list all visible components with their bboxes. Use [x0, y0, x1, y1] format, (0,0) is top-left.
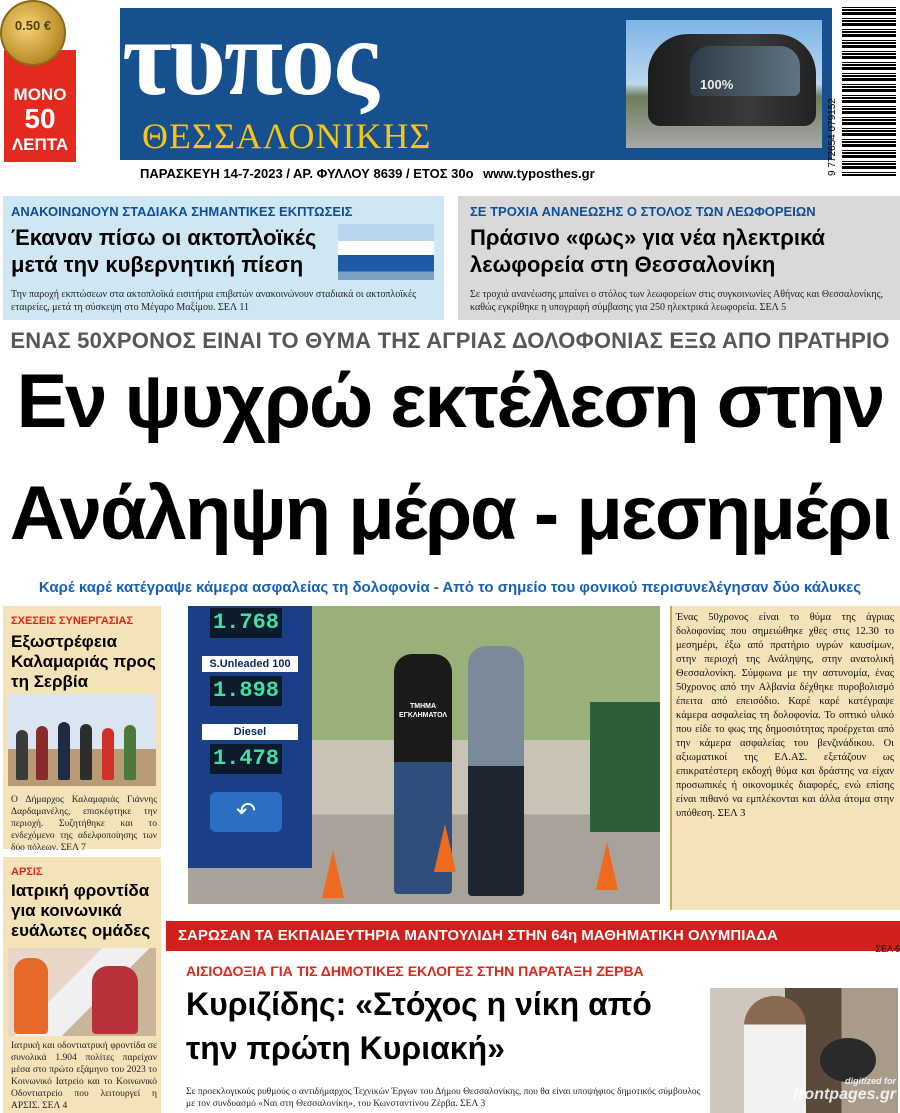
website-link[interactable]: www.typosthes.gr [483, 166, 595, 181]
traffic-cone-icon [434, 824, 456, 872]
teaser-headline: Έκαναν πίσω οι ακτοπλοϊκές μετά την κυβερνητική πίεση [11, 225, 317, 277]
bottom-story-kicker: ΑΙΣΙΟΔΟΞΙΑ ΓΙΑ ΤΙΣ ΔΗΜΟΤΙΚΕΣ ΕΚΛΟΓΕΣ ΣΤΗΝ ΠΑΡΑΤΑΞΗ ΖΕΡΒΑ [186, 963, 644, 979]
math-olympiad-banner[interactable]: ΣΑΡΩΣΑΝ ΤΑ ΕΚΠΑΙΔΕΥΤΗΡΙΑ ΜΑΝΤΟΥΛΙΔΗ ΣΤΗΝ 64η ΜΑΘΗΜΑΤΙΚΗ ΟΛΥΜΠΙΑΔΑ [166, 921, 900, 951]
person-figure [80, 724, 92, 780]
traffic-cone-icon [322, 850, 344, 898]
pump-price-display: 1.768 [210, 608, 282, 638]
bottom-story-headline[interactable]: Κυριζίδης: «Στόχος η νίκη από την πρώτη Κυριακή» [186, 986, 652, 1066]
teaser-kicker: ΑΝΑΚΟΙΝΩΝΟΥΝ ΣΤΑΔΙΑΚΑ ΣΗΜΑΝΤΙΚΕΣ ΕΚΠΤΩΣΕΙΣ [11, 204, 353, 219]
person-figure [92, 966, 138, 1034]
banner-page-ref: ΣΕΛ 6 [875, 944, 900, 954]
story-body: Ο Δήμαρχος Καλαμαριάς Γιάννης Δαρδαμανέλης, επισκέφτηκε την περιοχή. Συζητήθηκε και το ενδεχόμενο της αδελφοποίησης των δύο πόλεων. ΣΕΛ 7 [11, 795, 157, 853]
story-headline: Ιατρική φροντίδα για κοινωνικά ευάλωτες ομάδες [11, 881, 151, 940]
teaser-body: Σε τροχιά ανανέωσης μπαίνει ο στόλος των λεωφορείων στις συγκοινωνίες Αθήνας και Θεσσαλονίκης, καθώς εγκρίθηκε η υπογραφή σύμβασης για 250 ηλεκτρικά λεωφορεία. ΣΕΛ 5 [470, 289, 884, 313]
u-turn-icon: ↶ [210, 792, 282, 832]
crime-scene-photo [188, 606, 660, 904]
issue-date: ΠΑΡΑΣΚΕΥΗ 14-7-2023 / ΑΡ. ΦΥΛΛΟΥ 8639 / ΕΤΟΣ 30ο [140, 166, 474, 181]
person-figure [58, 722, 70, 780]
teaser-kicker: ΣΕ ΤΡΟΧΙΑ ΑΝΑΝΕΩΣΗΣ Ο ΣΤΟΛΟΣ ΤΩΝ ΛΕΩΦΟΡΕΙΩΝ [470, 204, 816, 219]
story-headline: Εξωστρέφεια Καλαμαριάς προς τη Σερβία [11, 632, 156, 691]
main-headline-line2[interactable]: Ανάληψη μέρα - μεσημέρι [9, 471, 891, 556]
story-kicker: ΣΧΕΣΕΙΣ ΣΥΝΕΡΓΑΣΙΑΣ [11, 615, 134, 627]
main-story-kicker: ΕΝΑΣ 50ΧΡΟΝΟΣ ΕΙΝΑΙ ΤΟ ΘΥΜΑ ΤΗΣ ΑΓΡΙΑΣ ΔΟΛΟΦΟΝΙΑΣ ΕΞΩ ΑΠΟ ΠΡΑΤΗΡΙΟ [10, 328, 890, 353]
bottom-story-body: Σε προεκλογικούς ρυθμούς ο αντιδήμαρχος Τεχνικών Έργων του Δήμου Θεσσαλονίκης, που θα είναι υποψήφιος δημοτικός σύμβουλος με τον συνδυασμό «Ναι στη Θεσσαλονίκη», του Κωνσταντίνου Ζέρβα. ΣΕΛ 3 [186, 1087, 701, 1109]
main-story-strap: Καρέ καρέ κατέγραψε κάμερα ασφαλείας τη δολοφονία - Από το σημείο του φονικού περισυνελέγησαν δύο κάλυκες [38, 579, 862, 596]
newspaper-logo-subtitle: ΘΕΣΣΑΛΟΝΙΚΗΣ [142, 116, 432, 156]
clinic-photo [8, 948, 156, 1036]
pump-fuel-label: S.Unleaded 100 [202, 656, 298, 672]
person-figure [14, 958, 48, 1034]
watermark-line1: digitized for [845, 1076, 896, 1086]
main-story-body: Ένας 50χρονος είναι το θύμα της άγριας δολοφονίας που σημειώθηκε χθες στις 12.30 το μεσημέρι, έξω από πρατήριο υγρών καυσίμων, στην περιοχή της Ανάληψης, στην ανατολική Θεσσαλονίκη. Σύμφωνα με την αστυνομία, ένας 50χρονος από την Αλβανία δέχθηκε πυροβολισμό έπειτα από επεισόδιο. Καρέ καρέ κατέγραψε κάμερα ασφαλείας τη δολοφονία. Το οπτικό υλικό που είδε το φως της δημοσιότητας προέρχεται από την κάμερα ασφαλείας του βενζινάδικου. Οι αξιωματικοί της ΕΛ.ΑΣ. εξετάζουν ως επικρατέστερη εκδοχή θύμα και δράστης να είχαν προσωπικές ή οικονομικές διαφορές, ενώ επίσης είναι πιθανό να εμπλέκονται και άλλα άτομα στην υπόθεση. ΣΕΛ 3 [676, 612, 894, 819]
main-headline-line1[interactable]: Εν ψυχρώ εκτέλεση στην [16, 359, 884, 444]
frontpages-watermark [770, 1076, 896, 1112]
bus-label: 100% [700, 77, 734, 92]
person-figure [124, 725, 136, 780]
officer-figure [468, 646, 524, 896]
price-label-only: ΜΟΝΟ [13, 85, 67, 104]
ferry-photo [338, 224, 434, 280]
price-value: 50 [24, 103, 56, 134]
traffic-cone-icon [596, 842, 618, 890]
waste-bin [590, 702, 660, 832]
teaser-body: Την παροχή εκπτώσεων στα ακτοπλοϊκά εισιτήρια επιβατών ανακοινώνουν σταδιακά οι ακτοπλοϊκές εταιρείες, μετά τη σύσκεψη στο Μέγαρο Μαξίμου. ΣΕΛ 11 [11, 289, 417, 313]
officer-vest-text: ΤΜΗΜΑ ΕΓΚΛΗΜΑΤΟΛ [398, 703, 448, 719]
pump-price-display: 1.478 [210, 744, 282, 774]
fuel-pump [188, 606, 312, 868]
person-figure [102, 728, 114, 780]
barcode-icon [842, 4, 896, 176]
pump-price-display: 1.898 [210, 676, 282, 706]
officials-photo [8, 694, 156, 786]
story-kicker: ΑΡΣΙΣ [11, 866, 43, 878]
dateline [140, 163, 840, 185]
teaser-buses[interactable] [458, 196, 900, 320]
price-unit: ΛΕΠΤΑ [11, 135, 69, 154]
coin-label: 0.50 € [14, 18, 52, 33]
teaser-headline: Πράσινο «φως» για νέα ηλεκτρικά λεωφορεία στη Θεσσαλονίκη [470, 225, 826, 277]
story-body: Ιατρική και οδοντιατρική φροντίδα σε συνολικά 1.904 πολίτες παρείχαν μέσα στο πρώτο εξάμηνο του 2023 το Κοινωνικό Ιατρείο και το Κοινωνικό Οδοντιατρείο που λειτουργεί η ΑΡΣΙΣ. ΣΕΛ 4 [11, 1041, 157, 1111]
person-figure [36, 726, 48, 780]
pump-fuel-label: Diesel [202, 724, 298, 740]
barcode-number: 9 772654 079152 [827, 98, 838, 176]
person-figure [16, 730, 28, 780]
watermark-line2: frontpages.gr [792, 1086, 896, 1103]
newspaper-logo: τυπος [122, 0, 377, 118]
